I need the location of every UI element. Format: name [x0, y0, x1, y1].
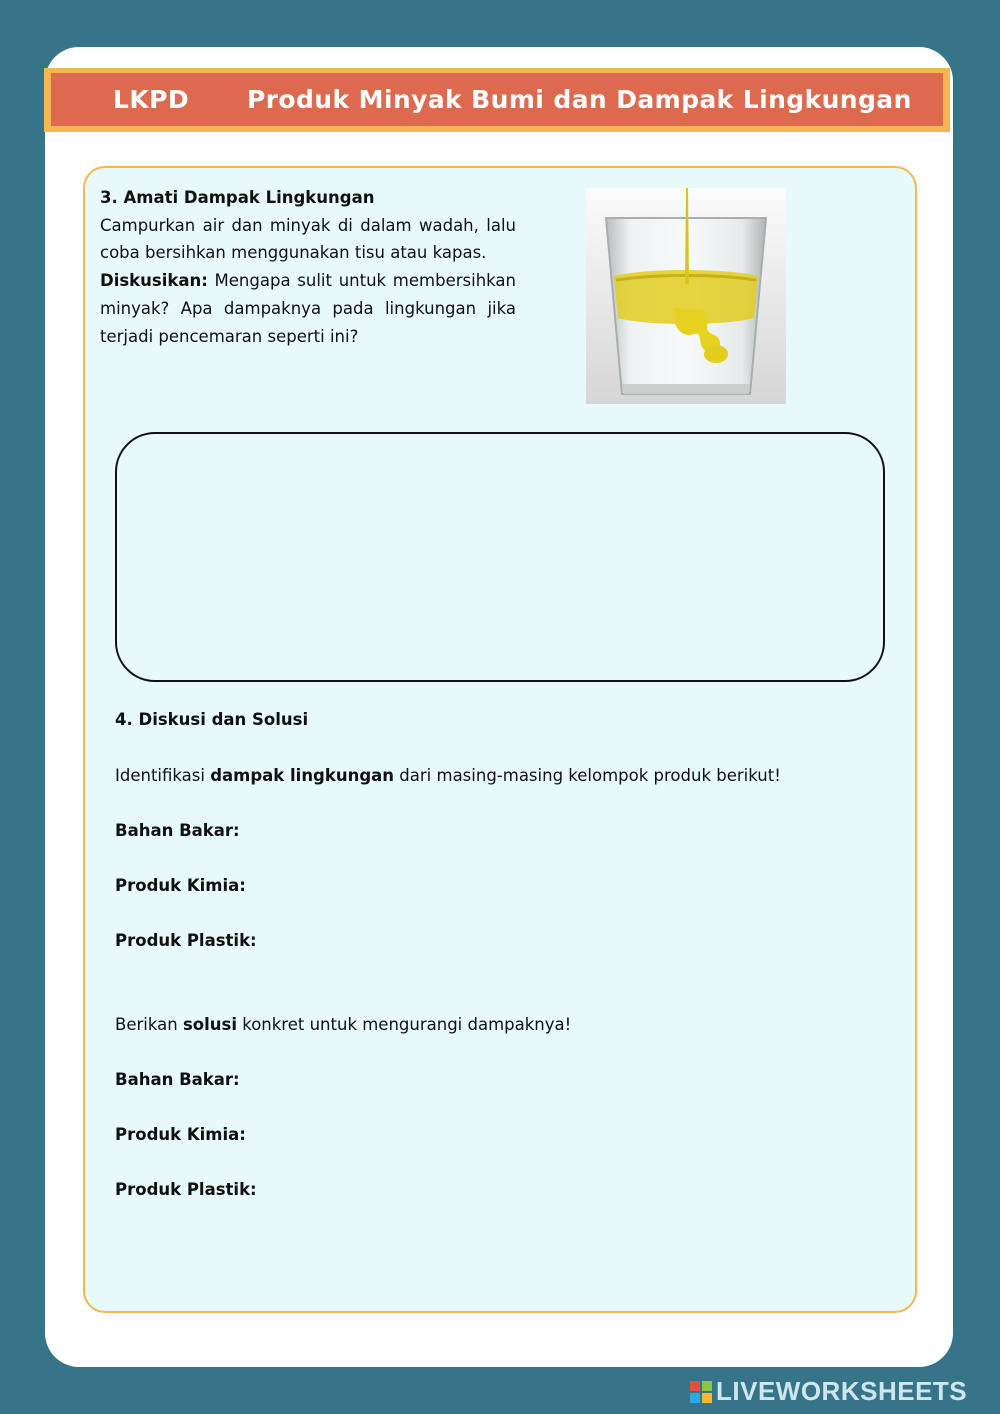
oil-in-water-glass-image: [586, 188, 786, 404]
discuss-label: Diskusikan:: [100, 271, 208, 291]
identify-bold: dampak lingkungan: [210, 766, 395, 785]
section-3: [100, 184, 516, 350]
title-inner: [51, 73, 943, 126]
section-3-discussion: [100, 267, 516, 350]
section-4-heading: 4. Diskusi dan Solusi: [115, 710, 309, 729]
solution-pre: Berikan: [115, 1015, 178, 1034]
section-3-instruction: Campurkan air dan minyak di dalam wadah, lalu coba bersihkan menggunakan tisu atau kapas.: [100, 215, 516, 263]
title-bar: [44, 68, 950, 132]
solution-item-produk-kimia: Produk Kimia:: [115, 1125, 246, 1144]
liveworksheets-logo[interactable]: [690, 1376, 967, 1407]
solution-item-produk-plastik: Produk Plastik:: [115, 1180, 257, 1199]
identify-post: dari masing-masing kelompok produk berikut!: [399, 766, 781, 785]
lkpd-label: LKPD: [113, 85, 189, 114]
section-3-heading: 3. Amati Dampak Lingkungan: [100, 188, 375, 207]
logo-text: LIVEWORKSHEETS: [716, 1376, 968, 1406]
impact-item-produk-plastik: Produk Plastik:: [115, 931, 257, 950]
discuss-text: Mengapa sulit untuk membersihkan minyak? Apa dampaknya pada lingkungan jika terjadi pencemaran seperti ini?: [100, 271, 516, 346]
page-title: Produk Minyak Bumi dan Dampak Lingkungan: [246, 85, 912, 114]
section-4: [115, 706, 830, 1204]
liveworksheets-logo-icon: [690, 1381, 712, 1403]
solution-item-bahan-bakar: Bahan Bakar:: [115, 1070, 240, 1089]
identify-pre: Identifikasi: [115, 766, 205, 785]
solution-instruction: [115, 1011, 830, 1039]
impact-item-produk-kimia: Produk Kimia:: [115, 876, 246, 895]
solution-post: konkret untuk mengurangi dampaknya!: [242, 1015, 572, 1034]
identify-instruction: [115, 762, 830, 790]
impact-item-bahan-bakar: Bahan Bakar:: [115, 821, 240, 840]
answer-box[interactable]: [115, 432, 885, 682]
solution-bold: solusi: [182, 1015, 237, 1034]
